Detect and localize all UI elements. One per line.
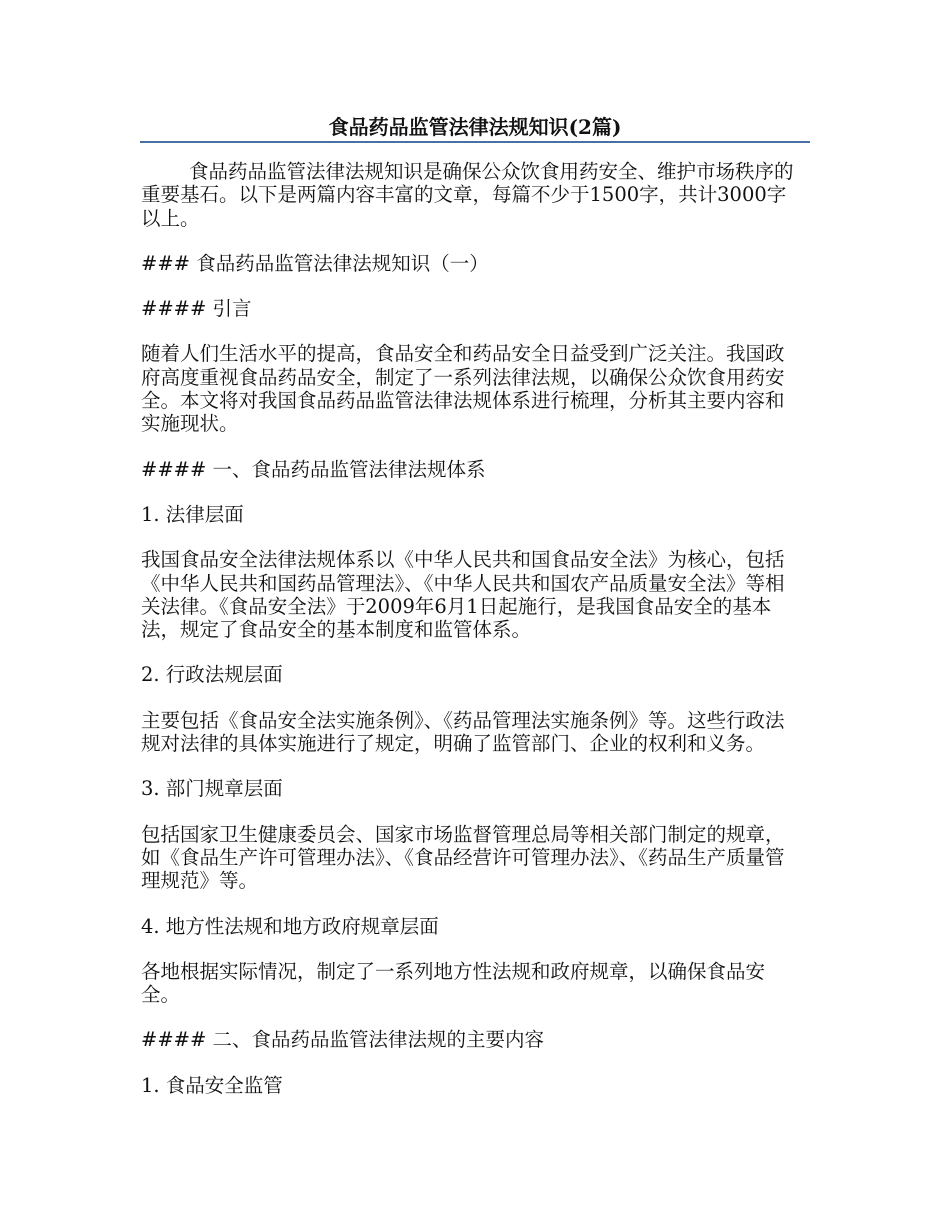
intro-paragraph: 食品药品监管法律法规知识是确保公众饮食用药安全、维护市场秩序的重要基石。以下是两篇内容丰富的文章，每篇不少于1500字，共计3000字以上。 [141,160,794,230]
body-paragraph: 我国食品安全法律法规体系以《中华人民共和国食品安全法》为核心，包括《中华人民共和国药品管理法》、《中华人民共和国农产品质量安全法》等相关法律。《食品安全法》于2009年6月1日起施行，是我国食品安全的基本法，规定了食品安全的基本制度和监管体系。 [141,548,785,642]
list-heading: 4. 地方性法规和地方政府规章层面 [141,914,439,938]
body-paragraph: 包括国家卫生健康委员会、国家市场监督管理总局等相关部门制定的规章，如《食品生产许可管理办法》、《食品经营许可管理办法》、《药品生产质量管理规范》等。 [141,822,785,893]
body-paragraph: 主要包括《食品安全法实施条例》、《药品管理法实施条例》等。这些行政法规对法律的具体实施进行了规定，明确了监管部门、企业的权利和义务。 [141,708,785,756]
body-paragraph: 随着人们生活水平的提高，食品安全和药品安全日益受到广泛关注。我国政府高度重视食品药品安全，制定了一系列法律法规，以确保公众饮食用药安全。本文将对我国食品药品监管法律法规体系进行梳理，分析其主要内容和实施现状。 [141,342,785,436]
list-heading: 1. 法律层面 [141,502,244,526]
document-body [141,160,803,1097]
list-heading: 2. 行政法规层面 [141,663,283,687]
document-title: 食品药品监管法律法规知识(2篇) [328,115,622,139]
list-heading: 1. 食品安全监管 [141,1073,283,1097]
body-paragraph: 各地根据实际情况，制定了一系列地方性法规和政府规章，以确保食品安全。 [141,959,766,1007]
section-heading: ### 食品药品监管法律法规知识（一） [141,251,489,275]
title-underline [140,141,810,143]
subsection-heading: #### 引言 [141,297,252,321]
list-heading: 3. 部门规章层面 [141,777,283,801]
subsection-heading: #### 二、食品药品监管法律法规的主要内容 [141,1028,545,1052]
subsection-heading: #### 一、食品药品监管法律法规体系 [141,457,486,481]
